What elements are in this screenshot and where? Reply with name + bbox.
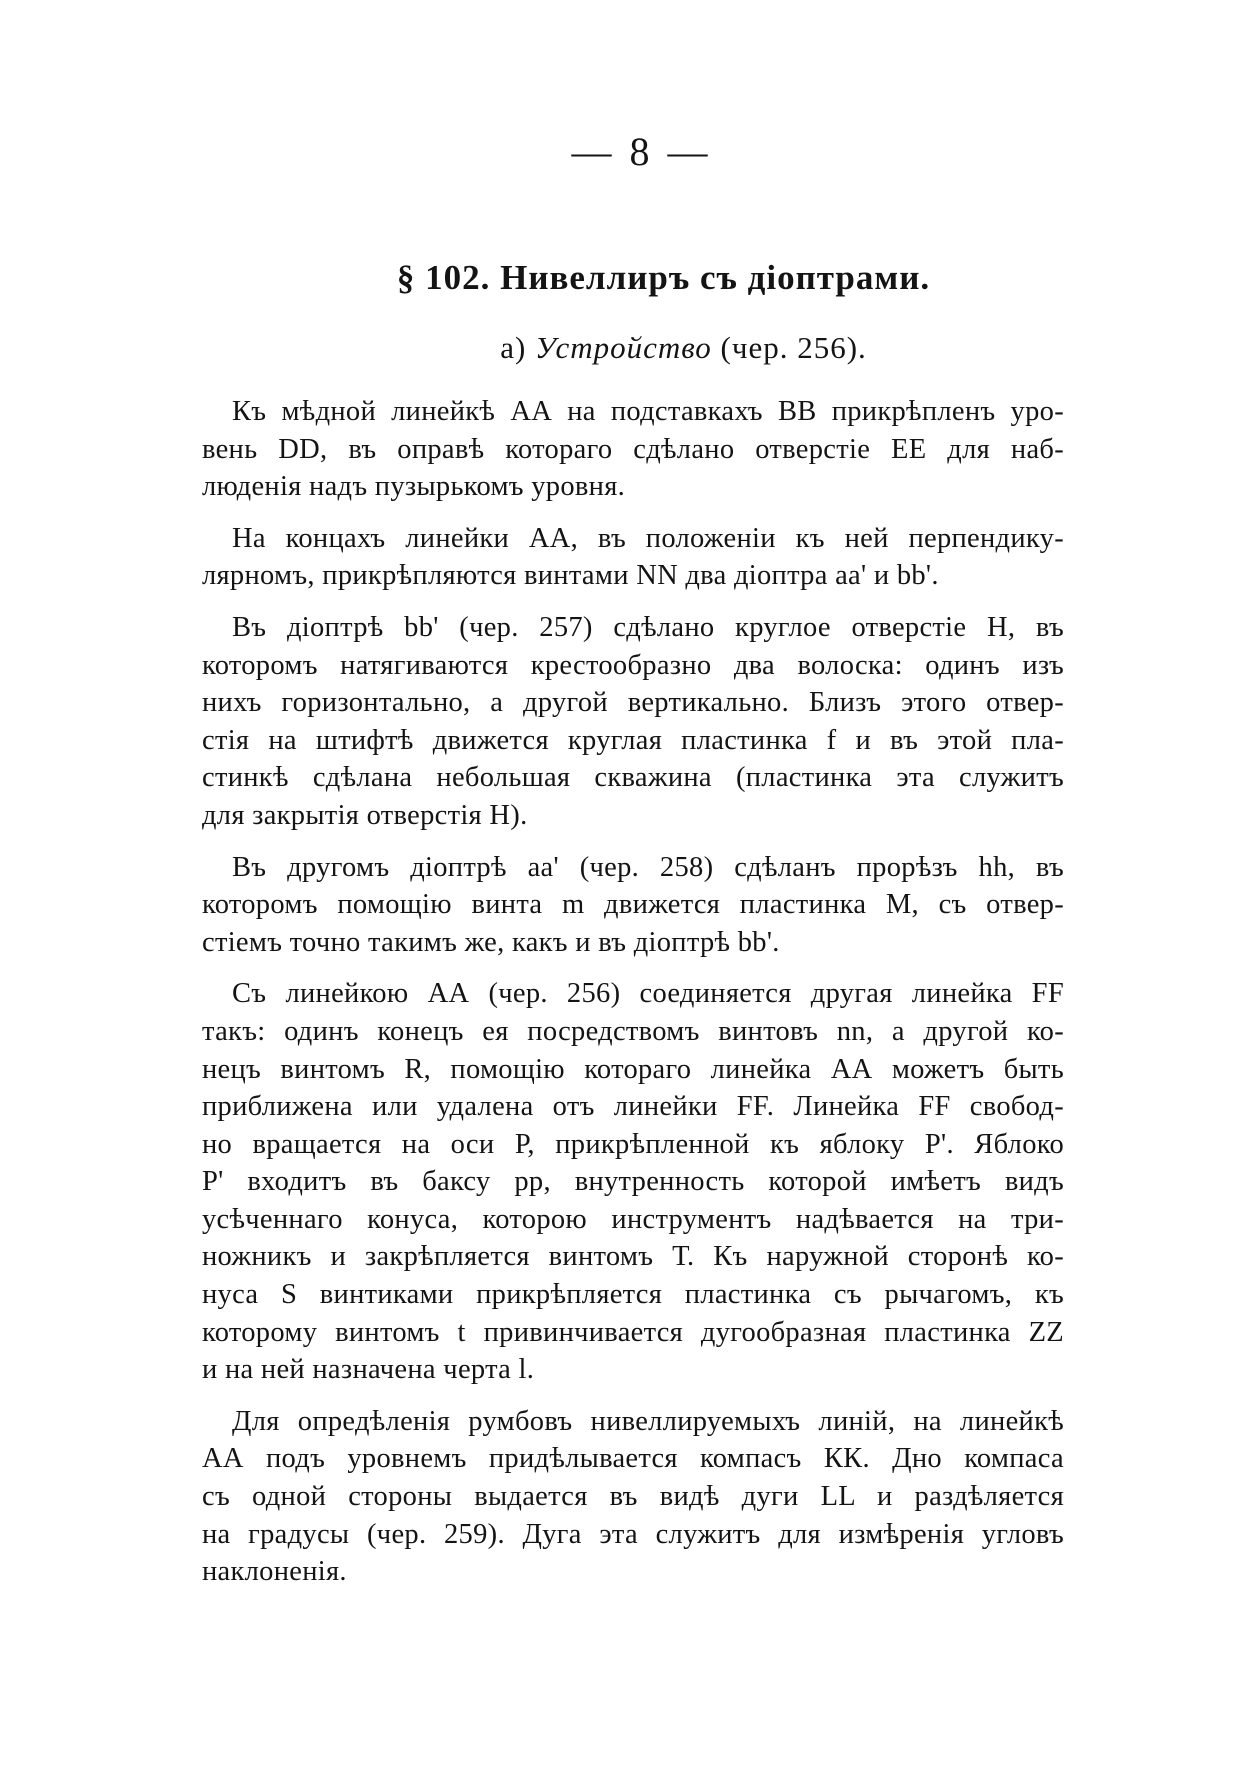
text-line: ножникъ и закрѣпляется винтомъ Т. Къ наружной сторонѣ ко- <box>202 1241 1064 1273</box>
text-line: съ одной стороны выдается въ видѣ дуги LL и раздѣляется <box>202 1481 1064 1513</box>
text-line: и на ней назначена черта l. <box>202 1354 535 1386</box>
paragraph <box>202 1403 1064 1591</box>
text-line: стія на штифтѣ движется круглая пластинка f и въ этой пла- <box>202 724 1064 756</box>
text-line: АА подъ уровнемъ придѣлывается компасъ КК. Дно компаса <box>202 1443 1064 1475</box>
paragraph <box>202 393 1064 506</box>
text-line: наклоненія. <box>202 1556 347 1588</box>
subtitle-prefix: а) <box>500 330 527 365</box>
text-line: которому винтомъ t привинчивается дугообразная пластинка ZZ <box>202 1316 1064 1348</box>
text-line: вень DD, въ оправѣ котораго сдѣлано отверстіе ЕЕ для наб- <box>202 433 1064 465</box>
page-number: — 8 — <box>571 129 712 174</box>
text-line: которомъ натягиваются крестообразно два волоска: одинъ изъ <box>202 649 1064 681</box>
text-line: Къ мѣдной линейкѣ АА на подставкахъ ВВ прикрѣпленъ уро- <box>232 396 1064 427</box>
text-line: нецъ винтомъ R, помощію котораго линейка АА можетъ быть <box>202 1053 1064 1085</box>
paragraph-gap <box>202 961 1064 975</box>
subtitle-italic: Устройство <box>535 330 712 365</box>
paragraph-gap <box>202 1389 1064 1403</box>
text-line: которомъ помощію винта m движется пластинка М, съ отвер- <box>202 889 1064 921</box>
text-line: Для опредѣленія румбовъ нивеллируемыхъ линій, на линейкѣ <box>232 1405 1064 1437</box>
paragraph <box>202 975 1064 1389</box>
subtitle <box>54 330 1259 366</box>
text-line: нуса S винтиками прикрѣпляется пластинка съ рычагомъ, къ <box>202 1279 1064 1311</box>
text-line: приближена или удалена отъ линейки FF. Линейка FF свобод- <box>202 1091 1064 1123</box>
text-line: Въ другомъ діоптрѣ aa' (чер. 258) сдѣланъ прорѣзъ hh, въ <box>232 851 1064 883</box>
paragraph <box>202 849 1064 962</box>
subtitle-suffix: (чер. 256). <box>720 330 867 365</box>
text-line: такъ: одинъ конецъ ея посредствомъ винтовъ nn, а другой ко- <box>202 1015 1064 1047</box>
text-line: для закрытія отверстія Н). <box>202 799 528 831</box>
text-line: люденія надъ пузырькомъ уровня. <box>202 471 626 503</box>
paragraph <box>202 609 1064 835</box>
text-line: На концахъ линейки АА, въ положеніи къ ней перпендику- <box>232 522 1064 554</box>
text-line: Въ діоптрѣ bb' (чер. 257) сдѣлано круглое отверстіе Н, въ <box>232 611 1064 643</box>
text-line: лярномъ, прикрѣпляются винтами NN два діоптра aa' и bb'. <box>202 560 939 592</box>
paragraph-gap <box>202 506 1064 520</box>
paragraph-gap <box>202 595 1064 609</box>
paragraph-gap <box>202 835 1064 849</box>
section-title: § 102. Нивеллиръ съ діоптрами. <box>396 258 931 297</box>
text-line: стинкѣ сдѣлана небольшая скважина (пластинка эта служитъ <box>202 762 1064 794</box>
text-line: Съ линейкою АА (чер. 256) соединяется другая линейка FF <box>232 978 1064 1010</box>
paragraph <box>202 520 1064 595</box>
text-line: но вращается на оси Р, прикрѣпленной къ яблоку Р'. Яблоко <box>202 1128 1064 1160</box>
text-line: Р' входитъ въ баксу pp, внутренность которой имѣетъ видъ <box>202 1166 1064 1198</box>
text-line: на градусы (чер. 259). Дуга эта служитъ для измѣренія угловъ <box>202 1518 1064 1550</box>
body-text <box>202 393 1064 1591</box>
text-line: нихъ горизонтально, а другой вертикально. Близъ этого отвер- <box>202 687 1064 719</box>
text-line: усѣченнаго конуса, которою инструментъ надѣвается на три- <box>202 1203 1064 1235</box>
text-line: стіемъ точно такимъ же, какъ и въ діоптрѣ bb'. <box>202 926 780 958</box>
